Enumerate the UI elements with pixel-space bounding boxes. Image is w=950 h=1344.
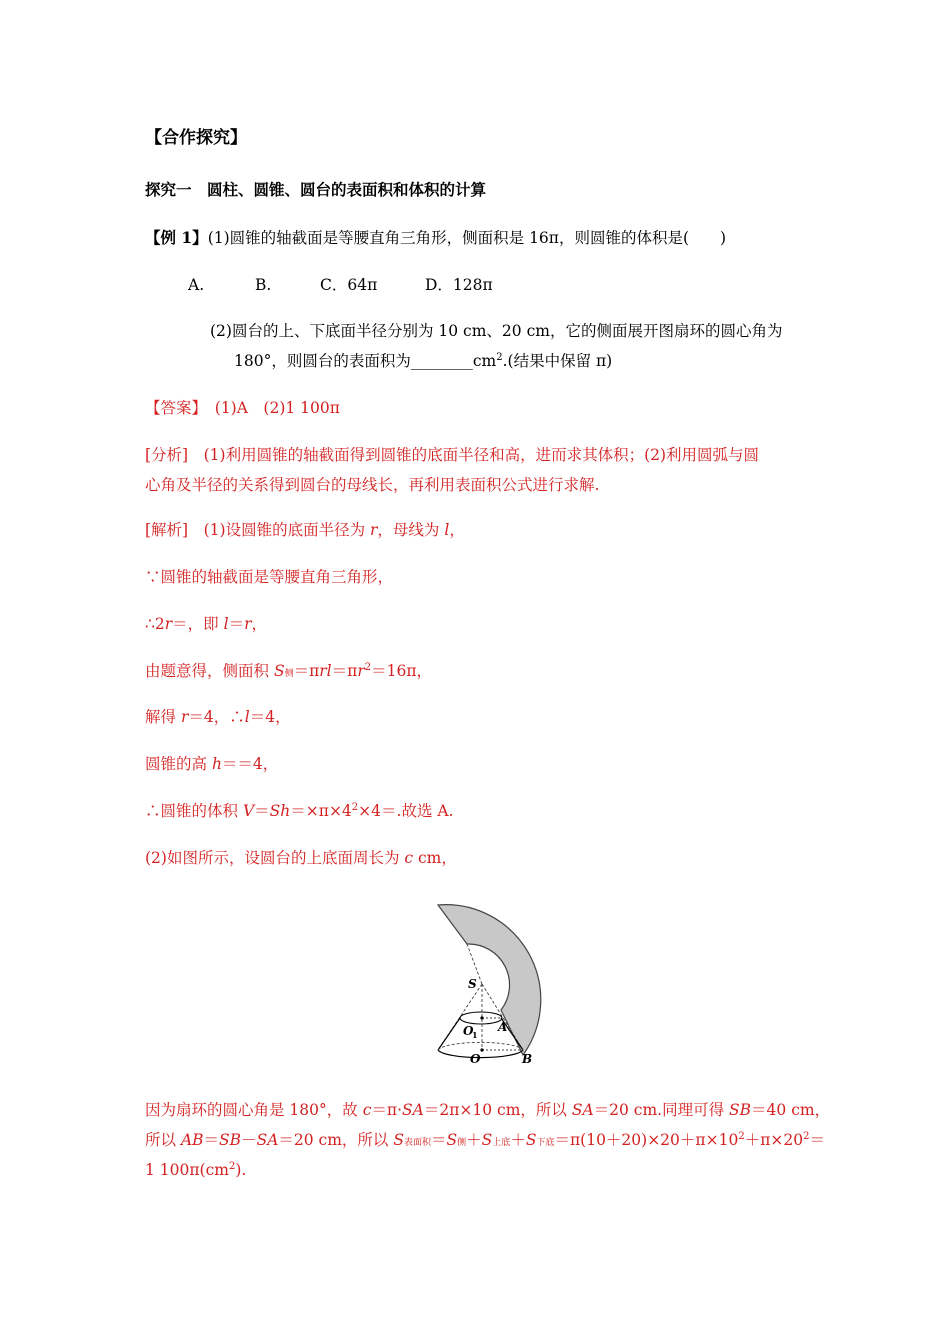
solution-line-11: 1 $100\pi(cm^2)$. <box>145 1160 247 1179</box>
solution-line-5: 解得 r＝4，∴l＝4， <box>145 708 291 726</box>
center-o1-dot <box>480 1016 483 1019</box>
solution-line-6: 圆锥的高 h＝＝4， <box>145 755 279 773</box>
label-s: S <box>468 977 477 991</box>
example-question-1 <box>145 228 726 248</box>
section-title: 探究一 圆柱、圆锥、圆台的表面积和体积的计算 <box>145 180 487 199</box>
analysis-line-1: [分析] (1)利用圆锥的轴截面得到圆锥的底面半径和高，进而求其体积；(2)利用圆弧与圆 <box>145 446 760 464</box>
bottom-ellipse-back <box>438 1042 523 1050</box>
solution-line-3: ∴2r＝，即 l＝r， <box>145 615 268 633</box>
answer-line <box>145 398 340 418</box>
solution-line-4: 由题意得，侧面积 S侧$=\pi rl=\pi r^2=16\pi$， <box>145 661 433 680</box>
analysis-label: [分析] <box>145 446 189 464</box>
label-a: A <box>498 1020 508 1034</box>
analysis-line-2: 心角及半径的关系得到圆台的母线长，再利用表面积公式进行求解. <box>145 476 600 494</box>
heading: 【合作探究】 <box>145 128 247 148</box>
label-o1: O <box>463 1024 474 1038</box>
label-o1-sub: 1 <box>472 1030 478 1040</box>
label-b: B <box>522 1052 533 1066</box>
example-label: 【例 1】 <box>145 228 208 247</box>
question-2-line-2: 180°，则圆台的表面积为$\_\_\_\_\_\_\_\_cm^2$.(结果中保留 π) <box>234 351 613 370</box>
question-2-line-1: (2)圆台的上、下底面半径分别为 10 cm、20 cm，它的侧面展开图扇环的圆心角为 <box>210 322 783 340</box>
solution-line-10: 所以 AB＝SB－SA＝20 cm，所以 S表面积＝S侧＋S上底＋S下底$=\pi(10+20)\times 20+\pi\times 10^2+\pi\times 20^2=$ <box>145 1130 825 1149</box>
center-o-dot <box>480 1048 483 1051</box>
solution-line-8: (2)如图所示，设圆台的上底面周长为 c cm， <box>145 849 457 867</box>
label-o: O <box>470 1052 481 1066</box>
option-d: D．128π <box>425 276 493 294</box>
question-1-text: (1)圆锥的轴截面是等腰直角三角形，侧面积是 16π，则圆锥的体积是( ) <box>207 229 727 247</box>
solution-line-7: ∴圆锥的体积 $V=Sh=\times\pi\times 4^2\times 4=$.故选 A. <box>145 801 454 820</box>
option-b: B. <box>255 276 272 294</box>
bottom-ellipse-front <box>438 1050 523 1058</box>
option-a: A. <box>188 276 205 294</box>
answer-label: 【答案】 <box>145 399 200 417</box>
answer-text: (1)A (2)1 100π <box>199 399 340 417</box>
option-c: C．64π <box>320 276 378 294</box>
solution-line-9: 因为扇环的圆心角是 180°，故 c＝π·SA＝2π×10 cm，所以 SA＝20 cm.同理可得 SB＝40 cm， <box>145 1101 831 1119</box>
solution-label: [解析] <box>145 521 189 539</box>
solution-line-2: ∵圆锥的轴截面是等腰直角三角形， <box>145 568 394 586</box>
solution-line-1: [解析] (1)设圆锥的底面半径为 r，母线为 l， <box>145 521 465 539</box>
frustum-net-figure <box>420 895 565 1070</box>
sector-ring <box>438 905 541 1055</box>
